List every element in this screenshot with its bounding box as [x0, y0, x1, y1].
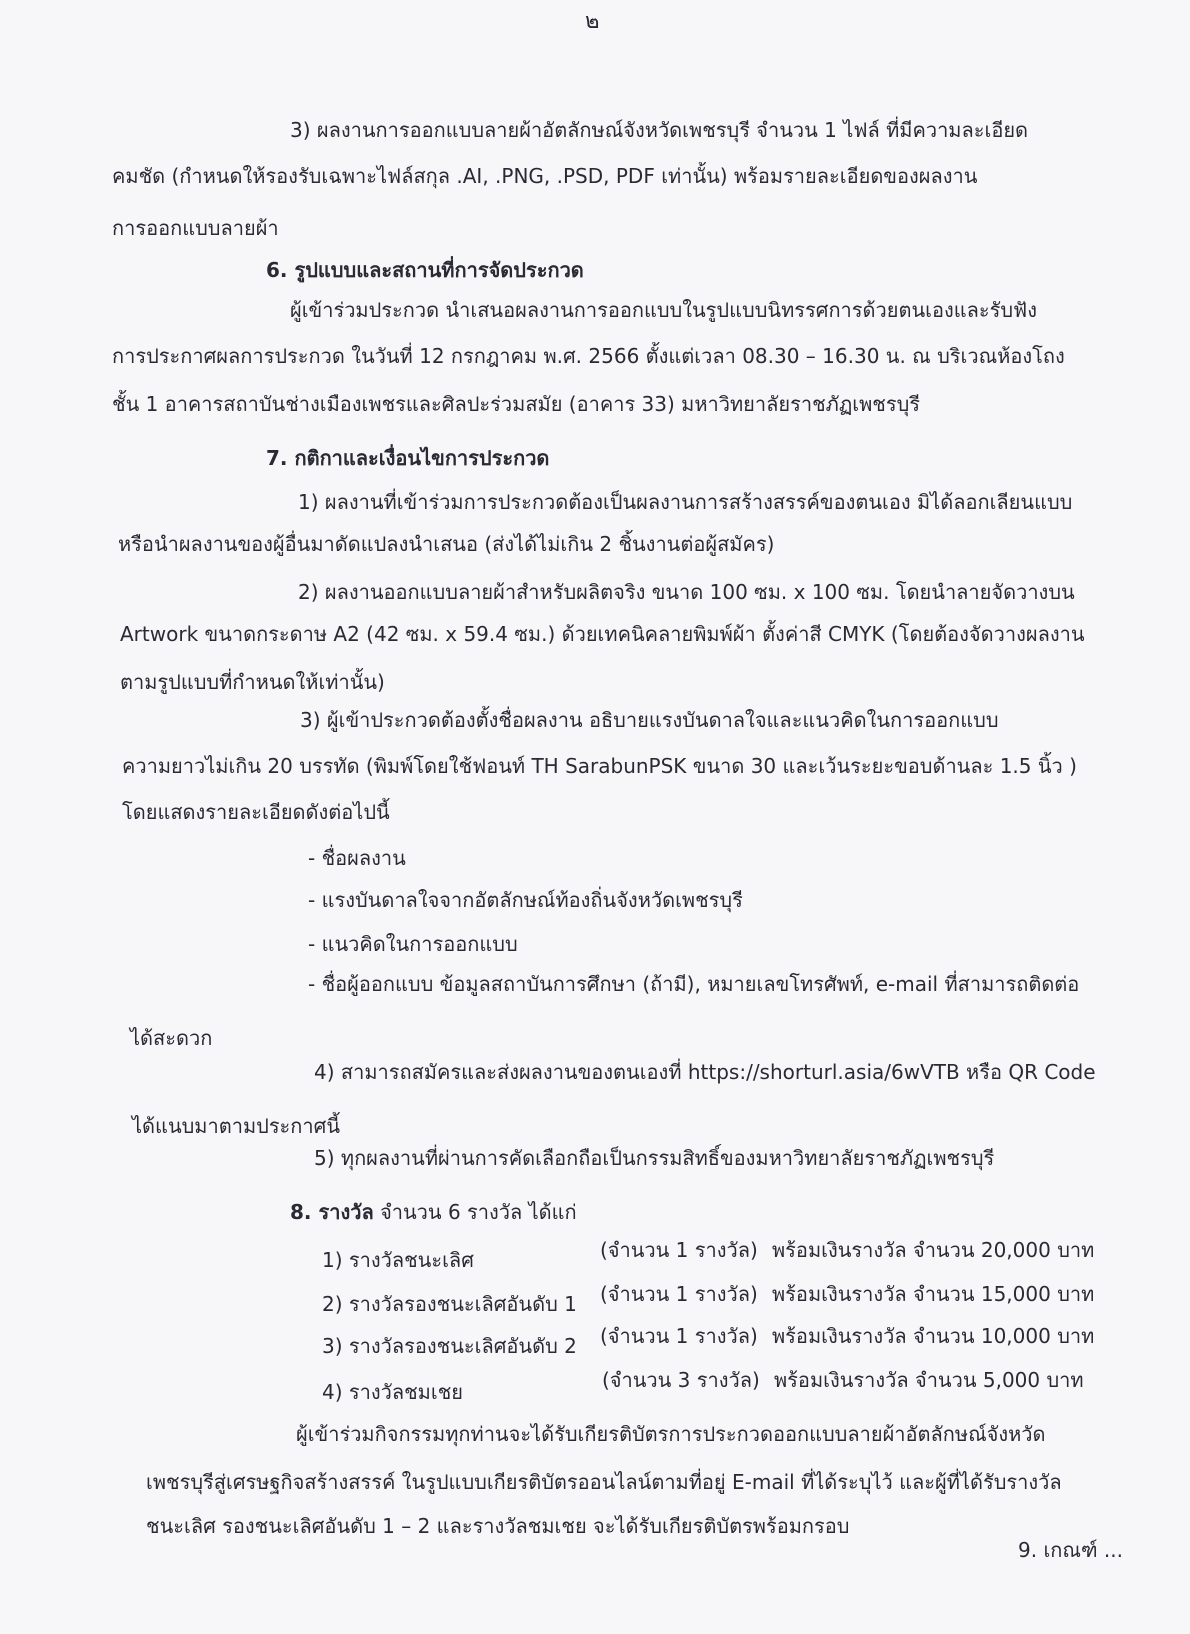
section7-bullet4-line1: - ชื่อผู้ออกแบบ ข้อมูลสถาบันการศึกษา (ถ้ามี), หมายเลขโทรศัพท์, e-mail ที่สามารถติดต่อ	[308, 972, 1080, 996]
section6-heading: 6. รูปแบบและสถานที่การจัดประกวด	[266, 258, 584, 282]
prize-count: (จำนวน 1 รางวัล)	[600, 1238, 758, 1262]
section7-item2-line1: 2) ผลงานออกแบบลายผ้าสำหรับผลิตจริง ขนาด 100 ซม. x 100 ซม. โดยนำลายจัดวางบน	[298, 580, 1075, 604]
certificate-line2: เพชรบุรีสู่เศรษฐกิจสร้างสรรค์ ในรูปแบบเกียรติบัตรออนไลน์ตามที่อยู่ E-mail ที่ได้ระบุไว้ และผู้ที่ได้รับรางวัล	[146, 1470, 1062, 1494]
section7-bullet3: - แนวคิดในการออกแบบ	[308, 932, 518, 956]
prize-name: 3) รางวัลรองชนะเลิศอันดับ 2	[322, 1334, 577, 1358]
section7-item3-line1: 3) ผู้เข้าประกวดต้องตั้งชื่อผลงาน อธิบายแรงบันดาลใจและแนวคิดในการออกแบบ	[300, 708, 999, 732]
section6-line1: ผู้เข้าร่วมประกวด นำเสนอผลงานการออกแบบในรูปแบบนิทรรศการด้วยตนเองและรับฟัง	[290, 298, 1037, 322]
section7-item3-line2: ความยาวไม่เกิน 20 บรรทัด (พิมพ์โดยใช้ฟอนท์ TH SarabunPSK ขนาด 30 และเว้นระยะขอบด้านละ 1.5 นิ้ว )	[122, 754, 1077, 778]
prize-amount: พร้อมเงินรางวัล จำนวน 20,000 บาท	[772, 1238, 1095, 1262]
section7-bullet2: - แรงบันดาลใจจากอัตลักษณ์ท้องถิ่นจังหวัดเพชรบุรี	[308, 888, 743, 912]
continuation-marker: 9. เกณฑ์ ...	[1018, 1538, 1123, 1562]
prize-count: (จำนวน 1 รางวัล)	[600, 1282, 758, 1306]
page-number: ๒	[585, 9, 600, 34]
certificate-line3: ชนะเลิศ รองชนะเลิศอันดับ 1 – 2 และรางวัลชมเชย จะได้รับเกียรติบัตรพร้อมกรอบ	[146, 1514, 850, 1538]
prize-name: 4) รางวัลชมเชย	[322, 1380, 463, 1404]
section6-line2: การประกาศผลการประกวด ในวันที่ 12 กรกฎาคม พ.ศ. 2566 ตั้งแต่เวลา 08.30 – 16.30 น. ณ บริเวณห้องโถง	[112, 344, 1065, 368]
prize-amount: พร้อมเงินรางวัล จำนวน 5,000 บาท	[774, 1368, 1084, 1392]
prize-amount: พร้อมเงินรางวัล จำนวน 10,000 บาท	[772, 1324, 1095, 1348]
section6-line3: ชั้น 1 อาคารสถาบันช่างเมืองเพชรและศิลปะร่วมสมัย (อาคาร 33) มหาวิทยาลัยราชภัฏเพชรบุรี	[112, 392, 921, 416]
certificate-line1: ผู้เข้าร่วมกิจกรรมทุกท่านจะได้รับเกียรติบัตรการประกวดออกแบบลายผ้าอัตลักษณ์จังหวัด	[296, 1422, 1046, 1446]
section8-heading	[290, 1198, 577, 1226]
section7-item1-line1: 1) ผลงานที่เข้าร่วมการประกวดต้องเป็นผลงานการสร้างสรรค์ของตนเอง มิได้ลอกเลียนแบบ	[298, 490, 1073, 514]
section7-item5: 5) ทุกผลงานที่ผ่านการคัดเลือกถือเป็นกรรมสิทธิ์ของมหาวิทยาลัยราชภัฏเพชรบุรี	[314, 1146, 995, 1170]
prize-amount: พร้อมเงินรางวัล จำนวน 15,000 บาท	[772, 1282, 1095, 1306]
sec5-item3-line2: คมชัด (กำหนดให้รองรับเฉพาะไฟล์สกุล .AI, .PNG, .PSD, PDF เท่านั้น) พร้อมรายละเอียดของผลงาน	[112, 164, 978, 188]
prize-count: (จำนวน 1 รางวัล)	[600, 1324, 758, 1348]
section7-item1-line2: หรือนำผลงานของผู้อื่นมาดัดแปลงนำเสนอ (ส่งได้ไม่เกิน 2 ชิ้นงานต่อผู้สมัคร)	[118, 532, 775, 556]
section7-bullet4-line2: ได้สะดวก	[130, 1026, 213, 1050]
section8-heading-rest: จำนวน 6 รางวัล ได้แก่	[380, 1200, 577, 1224]
prize-name: 1) รางวัลชนะเลิศ	[322, 1248, 474, 1272]
sec5-item3-line3: การออกแบบลายผ้า	[112, 216, 279, 240]
section7-item4-line1: 4) สามารถสมัครและส่งผลงานของตนเองที่ https://shorturl.asia/6wVTB หรือ QR Code	[314, 1060, 1096, 1084]
prize-name: 2) รางวัลรองชนะเลิศอันดับ 1	[322, 1292, 577, 1316]
section7-item2-line3: ตามรูปแบบที่กำหนดให้เท่านั้น)	[120, 670, 385, 694]
sec5-item3-line1: 3) ผลงานการออกแบบลายผ้าอัตลักษณ์จังหวัดเพชรบุรี จำนวน 1 ไฟล์ ที่มีความละเอียด	[290, 118, 1029, 142]
section7-item2-line2: Artwork ขนาดกระดาษ A2 (42 ซม. x 59.4 ซม.) ด้วยเทคนิคลายพิมพ์ผ้า ตั้งค่าสี CMYK (โดยต้องจัดวางผลงาน	[120, 622, 1085, 646]
section7-item4-line2: ได้แนบมาตามประกาศนี้	[132, 1114, 341, 1138]
section8-heading-title: 8. รางวัล	[290, 1200, 374, 1224]
prize-count: (จำนวน 3 รางวัล)	[602, 1368, 760, 1392]
section7-heading: 7. กติกาและเงื่อนไขการประกวด	[266, 446, 550, 470]
section7-bullet1: - ชื่อผลงาน	[308, 846, 406, 870]
section7-item3-line3: โดยแสดงรายละเอียดดังต่อไปนี้	[122, 800, 390, 824]
